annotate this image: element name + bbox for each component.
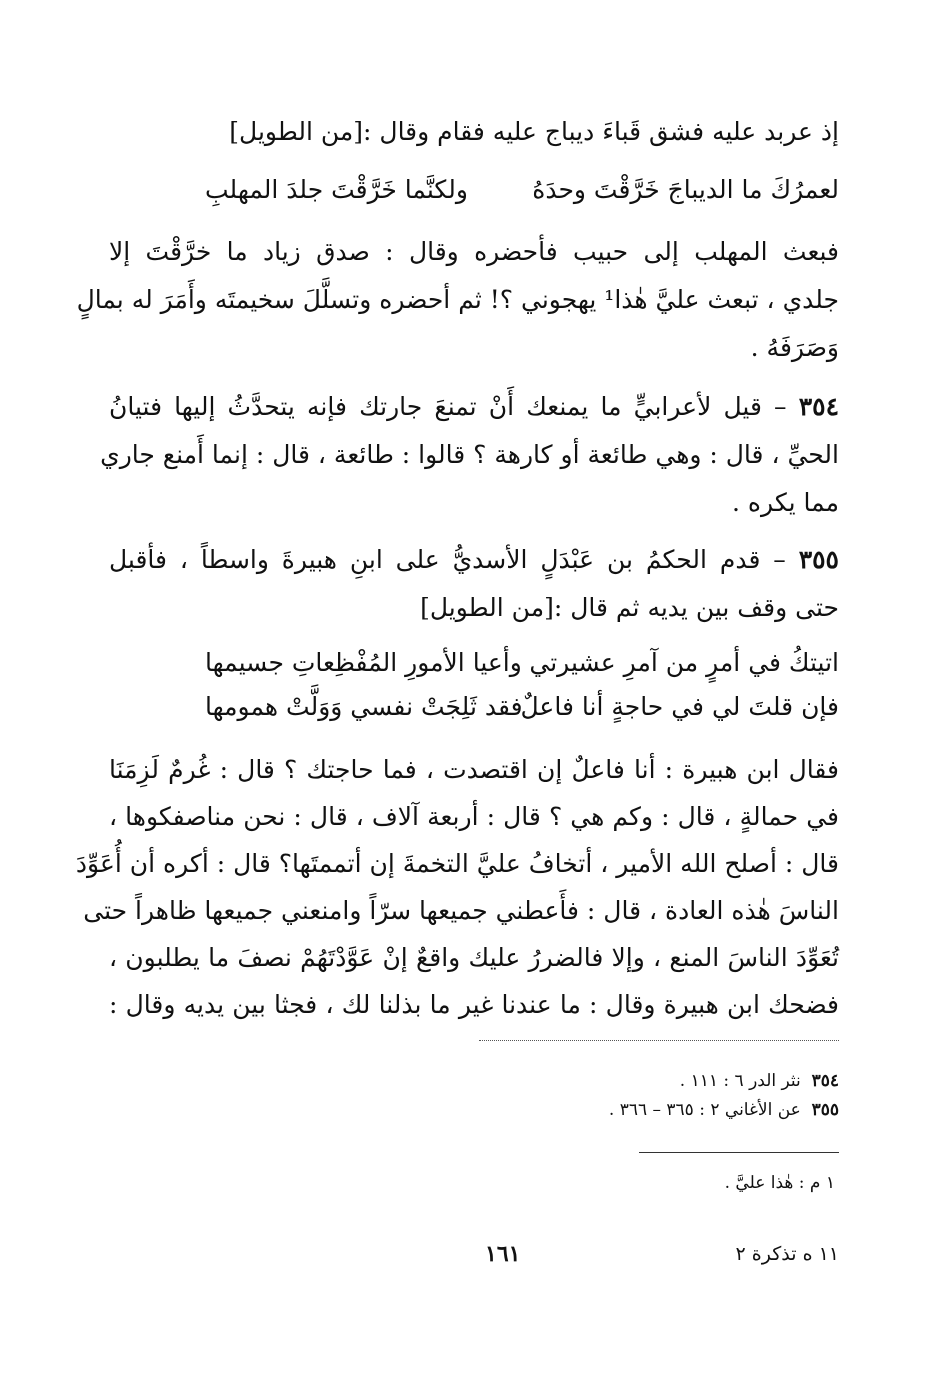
source-note-355: [609, 1097, 839, 1123]
footnote-separator-solid: [639, 1152, 839, 1153]
text-line: في حمالةٍ ، قال : وكم هي ؟ قال : أربعة آلاف ، قال : نحن مناصفكوها ،: [109, 802, 839, 831]
text-line: فبعث المهلب إلى حبيب فأحضره وقال : صدق زياد ما خرَّقْتَ إلا: [109, 237, 839, 266]
apparatus-note-1: ١ م : هٰذا عليَّ .: [724, 1173, 835, 1193]
text-line: قال : أصلح الله الأمير ، أتخافُ عليَّ التخمةَ إن أتممتَها؟ قال : أكره أن أُعَوِّدَ: [75, 849, 839, 878]
footnote-text: نثر الدر ٦ : ١١١ .: [679, 1071, 801, 1091]
footnote-number: ٣٥٤: [811, 1071, 839, 1091]
source-note-354: [680, 1068, 839, 1094]
entry-number: ٣٥٥: [798, 545, 839, 574]
footnote-text: عن الأغاني ٢ : ٣٦٥ – ٣٦٦ .: [608, 1100, 801, 1120]
footnote-number: ٣٥٥: [811, 1100, 839, 1120]
text-line: إذ عربد عليه فشق قَباءَ ديباج عليه فقام وقال :[من الطويل]: [229, 117, 839, 146]
text-line: الناسَ هٰذه العادة ، قال : فأَعطني جميعها سرّاً وامنعني جميعها ظاهراً حتى: [83, 896, 839, 925]
text-line: فقال ابن هبيرة : أنا فاعلٌ إن اقتصدت ، فما حاجتك ؟ قال : غُرمٌ لَزِمَنَا: [109, 755, 839, 784]
verse-hemistich-first: اتيتكُ في أمرٍ من آمرِ عشيرتي: [529, 648, 839, 677]
entry-354-line: [109, 387, 839, 427]
text-line: وَصَرَفَهُ .: [750, 333, 839, 362]
page-number: ١٦١: [485, 1241, 521, 1267]
entry-355-line: [109, 540, 839, 580]
printer-signature: ١١ ه تذكرة ٢: [735, 1243, 839, 1265]
text-line: تُعَوِّدَ الناسَ المنع ، وإلا فالضررُ عليك واقعٌ إنْ عَوَّدْتَهُمْ نصفَ ما يطلبون ،: [109, 943, 839, 972]
verse-hemistich-second: ولكنَّما خَرَّقْتَ جلدَ المهلبِ: [205, 175, 468, 204]
entry-text: – قيل لأعرابيٍّ ما يمنعك أَنْ تمنعَ جارتك فإنه يتحدَّثُ إليها فتيانُ: [109, 392, 787, 421]
text-line: فضحك ابن هبيرة وقال : ما عندنا غير ما بذلنا لك ، فجثا بين يديه وقال :: [109, 990, 839, 1019]
text-line: حتى وقف بين يديه ثم قال :[من الطويل]: [420, 593, 839, 622]
entry-text: – قدم الحكمُ بن عَبْدَلٍ الأسديُّ على ابنِ هبيرةَ واسطاً ، فأقبل: [109, 545, 786, 574]
footnote-separator-dotted: [479, 1040, 839, 1041]
text-line: الحيِّ ، قال : وهي طائعة أو كارهة ؟ قالوا : طائعة ، قال : إنما أَمنع جاري: [100, 440, 839, 469]
verse-hemistich-second: فقد ثَلِجَتْ نفسي وَوَلَّتْ همومها: [205, 692, 523, 721]
text-line: مما يكره .: [732, 488, 839, 517]
text-line: جلدي ، تبعث عليَّ هٰذا¹ يهجوني ؟! ثم أحضره وتسلَّلَ سخيمتَه وأَمَرَ له بمالٍ: [76, 285, 839, 314]
verse-hemistich-second: وأعيا الأمورِ المُفْظِعاتِ جسيمها: [205, 648, 522, 677]
verse-hemistich-first: لعمرُكَ ما الديباجَ خَرَّقْتَ وحدَهُ: [532, 175, 839, 204]
entry-number: ٣٥٤: [798, 392, 840, 421]
verse-hemistich-first: فإن قلتَ لي في حاجةٍ أنا فاعلٌ: [520, 692, 839, 721]
